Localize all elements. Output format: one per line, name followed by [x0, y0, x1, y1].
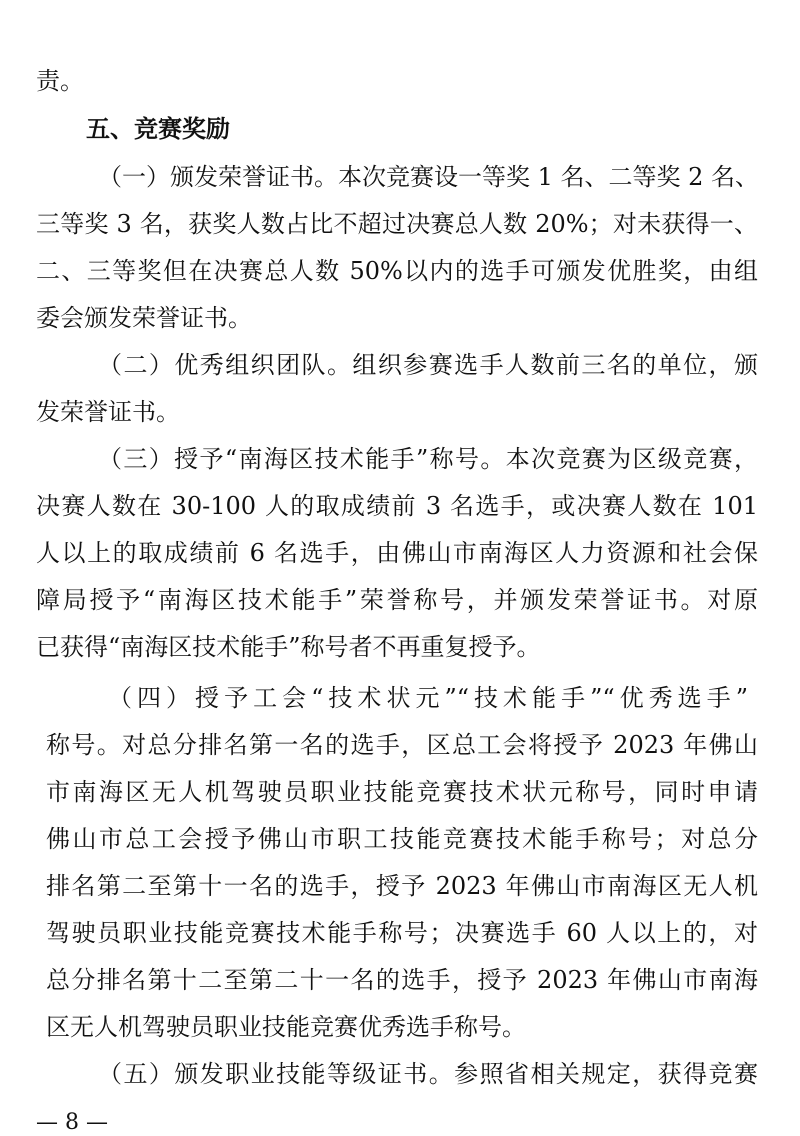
paragraph-line: （二）优秀组织团队。组织参赛选手人数前三名的单位，颁 [98, 351, 758, 379]
paragraph-line: （一）颁发荣誉证书。本次竞赛设一等奖 1 名、二等奖 2 名、 [98, 163, 760, 191]
paragraph-line: 称号。对总分排名第一名的选手，区总工会将授予 2023 年佛山 [46, 731, 758, 759]
paragraph-line: 障局授予“南海区技术能手”荣誉称号，并颁发荣誉证书。对原 [36, 586, 758, 614]
paragraph-line: 已获得“南海区技术能手”称号者不再重复授予。 [36, 633, 541, 661]
paragraph-line: 发荣誉证书。 [36, 398, 180, 426]
paragraph-line: 区无人机驾驶员职业技能竞赛优秀选手称号。 [46, 1013, 526, 1041]
paragraph-line: 决赛人数在 30-100 人的取成绩前 3 名选手，或决赛人数在 101 [36, 492, 758, 520]
paragraph-line: 佛山市总工会授予佛山市职工技能竞赛技术能手称号；对总分 [46, 825, 758, 853]
paragraph-line: 总分排名第十二至第二十一名的选手，授予 2023 年佛山市南海 [46, 966, 758, 994]
paragraph-line: （三）授予“南海区技术能手”称号。本次竞赛为区级竞赛， [98, 445, 758, 473]
paragraph-line: 市南海区无人机驾驶员职业技能竞赛技术状元称号，同时申请 [46, 778, 758, 806]
carryover-text: 责。 [36, 67, 84, 95]
paragraph-line: 驾驶员职业技能竞赛技术能手称号；决赛选手 60 人以上的，对 [46, 919, 758, 947]
paragraph-line: 委会颁发荣誉证书。 [36, 304, 252, 332]
page-number: — 8 — [36, 1110, 108, 1135]
paragraph-line: 二、三等奖但在决赛总人数 50%以内的选手可颁发优胜奖，由组 [36, 257, 758, 285]
paragraph-line: （五）颁发职业技能等级证书。参照省相关规定，获得竞赛 [98, 1060, 758, 1088]
paragraph-line: 三等奖 3 名，获奖人数占比不超过决赛总人数 20%；对未获得一、 [36, 210, 758, 238]
section-heading: 五、竞赛奖励 [86, 115, 230, 143]
paragraph-line: 排名第二至第十一名的选手，授予 2023 年佛山市南海区无人机 [46, 872, 758, 900]
paragraph-line: 人以上的取成绩前 6 名选手，由佛山市南海区人力资源和社会保 [36, 539, 758, 567]
paragraph-line: （四）授予工会“技术状元”“技术能手”“优秀选手” [108, 684, 748, 712]
